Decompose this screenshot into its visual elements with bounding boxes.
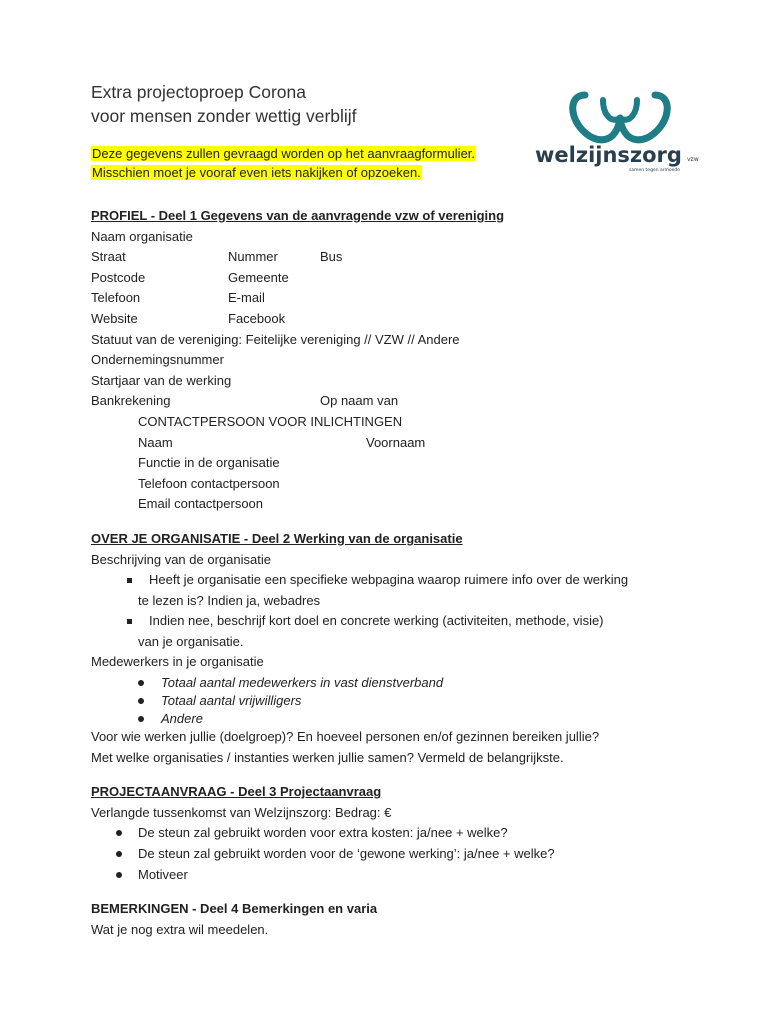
list-item-webpagina: Heeft je organisatie een specifieke webpagina waarop ruimere info over de werking [149, 572, 629, 588]
field-website: Website [91, 310, 138, 326]
list-item-gewone-werking: De steun zal gebruikt worden voor de ‘gewone werking’: ja/nee + welke? [138, 846, 555, 862]
bullet-icon [138, 698, 144, 704]
bullet-icon [138, 716, 144, 722]
document-title [91, 80, 357, 128]
field-samenwerking: Met welke organisaties / instanties werken jullie samen? Vermeld de belangrijkste. [91, 749, 564, 765]
field-ondernemingsnummer: Ondernemingsnummer [91, 352, 224, 368]
logo-suffix: vzw [687, 156, 699, 163]
field-meedelen: Wat je nog extra wil meedelen. [91, 921, 269, 937]
logo-tagline: samen tegen armoede [629, 168, 681, 173]
bullet-icon [138, 680, 144, 686]
list-item-motiveer: Motiveer [138, 866, 188, 882]
field-contact-email: Email contactpersoon [138, 496, 264, 512]
section-heading-profiel: PROFIEL - Deel 1 Gegevens van de aanvragende vzw of vereniging [91, 208, 505, 223]
field-nummer: Nummer [228, 249, 278, 265]
square-bullet-icon [127, 578, 132, 583]
bullet-icon [116, 851, 122, 857]
bullet-icon [116, 830, 122, 836]
title-line-2: voor mensen zonder wettig verblijf [91, 106, 357, 126]
list-item-werking-cont: van je organisatie. [138, 633, 244, 649]
section-heading-organisatie: OVER JE ORGANISATIE - Deel 2 Werking van de organisatie [91, 530, 463, 546]
list-item-andere: Andere [161, 711, 203, 727]
field-beschrijving: Beschrijving van de organisatie [91, 551, 271, 567]
square-bullet-icon [127, 619, 132, 624]
field-straat: Straat [91, 249, 126, 265]
field-bankrekening: Bankrekening [91, 393, 171, 409]
list-item-extra-kosten: De steun zal gebruikt worden voor extra kosten: ja/nee + welke? [138, 825, 508, 841]
list-item-werking: Indien nee, beschrijf kort doel en concrete werking (activiteiten, methode, visie) [149, 613, 604, 629]
note-line-1: Deze gegevens zullen gevraagd worden op het aanvraagformulier. [92, 146, 476, 161]
note-line-2: Misschien moet je vooraf even iets nakijken of opzoeken. [92, 165, 421, 180]
field-startjaar: Startjaar van de werking [91, 372, 232, 388]
field-contact-functie: Functie in de organisatie [138, 455, 280, 471]
form-content [91, 206, 731, 940]
list-item-webpagina-cont: te lezen is? Indien ja, webadres [138, 592, 321, 608]
field-contact-telefoon: Telefoon contactpersoon [138, 475, 280, 491]
field-tussenkomst: Verlangde tussenkomst van Welzijnszorg: Bedrag: € [91, 804, 392, 820]
section-heading-bemerkingen: BEMERKINGEN - Deel 4 Bemerkingen en varia [91, 901, 378, 917]
field-postcode: Postcode [91, 269, 146, 285]
welzijnszorg-logo [527, 80, 709, 176]
field-op-naam-van: Op naam van [320, 393, 399, 409]
field-statuut: Statuut van de vereniging: Feitelijke vereniging // VZW // Andere [91, 331, 460, 347]
field-facebook: Facebook [228, 310, 286, 326]
field-contact-naam: Naam [138, 434, 173, 450]
contact-heading: CONTACTPERSOON VOOR INLICHTINGEN [138, 413, 403, 429]
bullet-icon [116, 872, 122, 878]
list-item-vast: Totaal aantal medewerkers in vast dienstverband [161, 675, 444, 691]
field-naam-organisatie: Naam organisatie [91, 228, 193, 244]
field-bus: Bus [320, 249, 343, 265]
list-item-vrijwilligers: Totaal aantal vrijwilligers [161, 693, 302, 709]
field-medewerkers: Medewerkers in je organisatie [91, 654, 264, 670]
field-contact-voornaam: Voornaam [366, 434, 426, 450]
field-doelgroep: Voor wie werken jullie (doelgroep)? En hoeveel personen en/of gezinnen bereiken jullie? [91, 729, 600, 745]
logo-heart-icon [527, 80, 709, 176]
field-email: E-mail [228, 290, 265, 306]
field-telefoon: Telefoon [91, 290, 141, 306]
highlighted-note [91, 144, 476, 182]
title-line-1: Extra projectoproep Corona [91, 82, 306, 102]
field-gemeente: Gemeente [228, 269, 289, 285]
section-heading-projectaanvraag: PROJECTAANVRAAG - Deel 3 Projectaanvraag [91, 784, 382, 800]
logo-wordmark: welzijnszorg [535, 143, 682, 167]
